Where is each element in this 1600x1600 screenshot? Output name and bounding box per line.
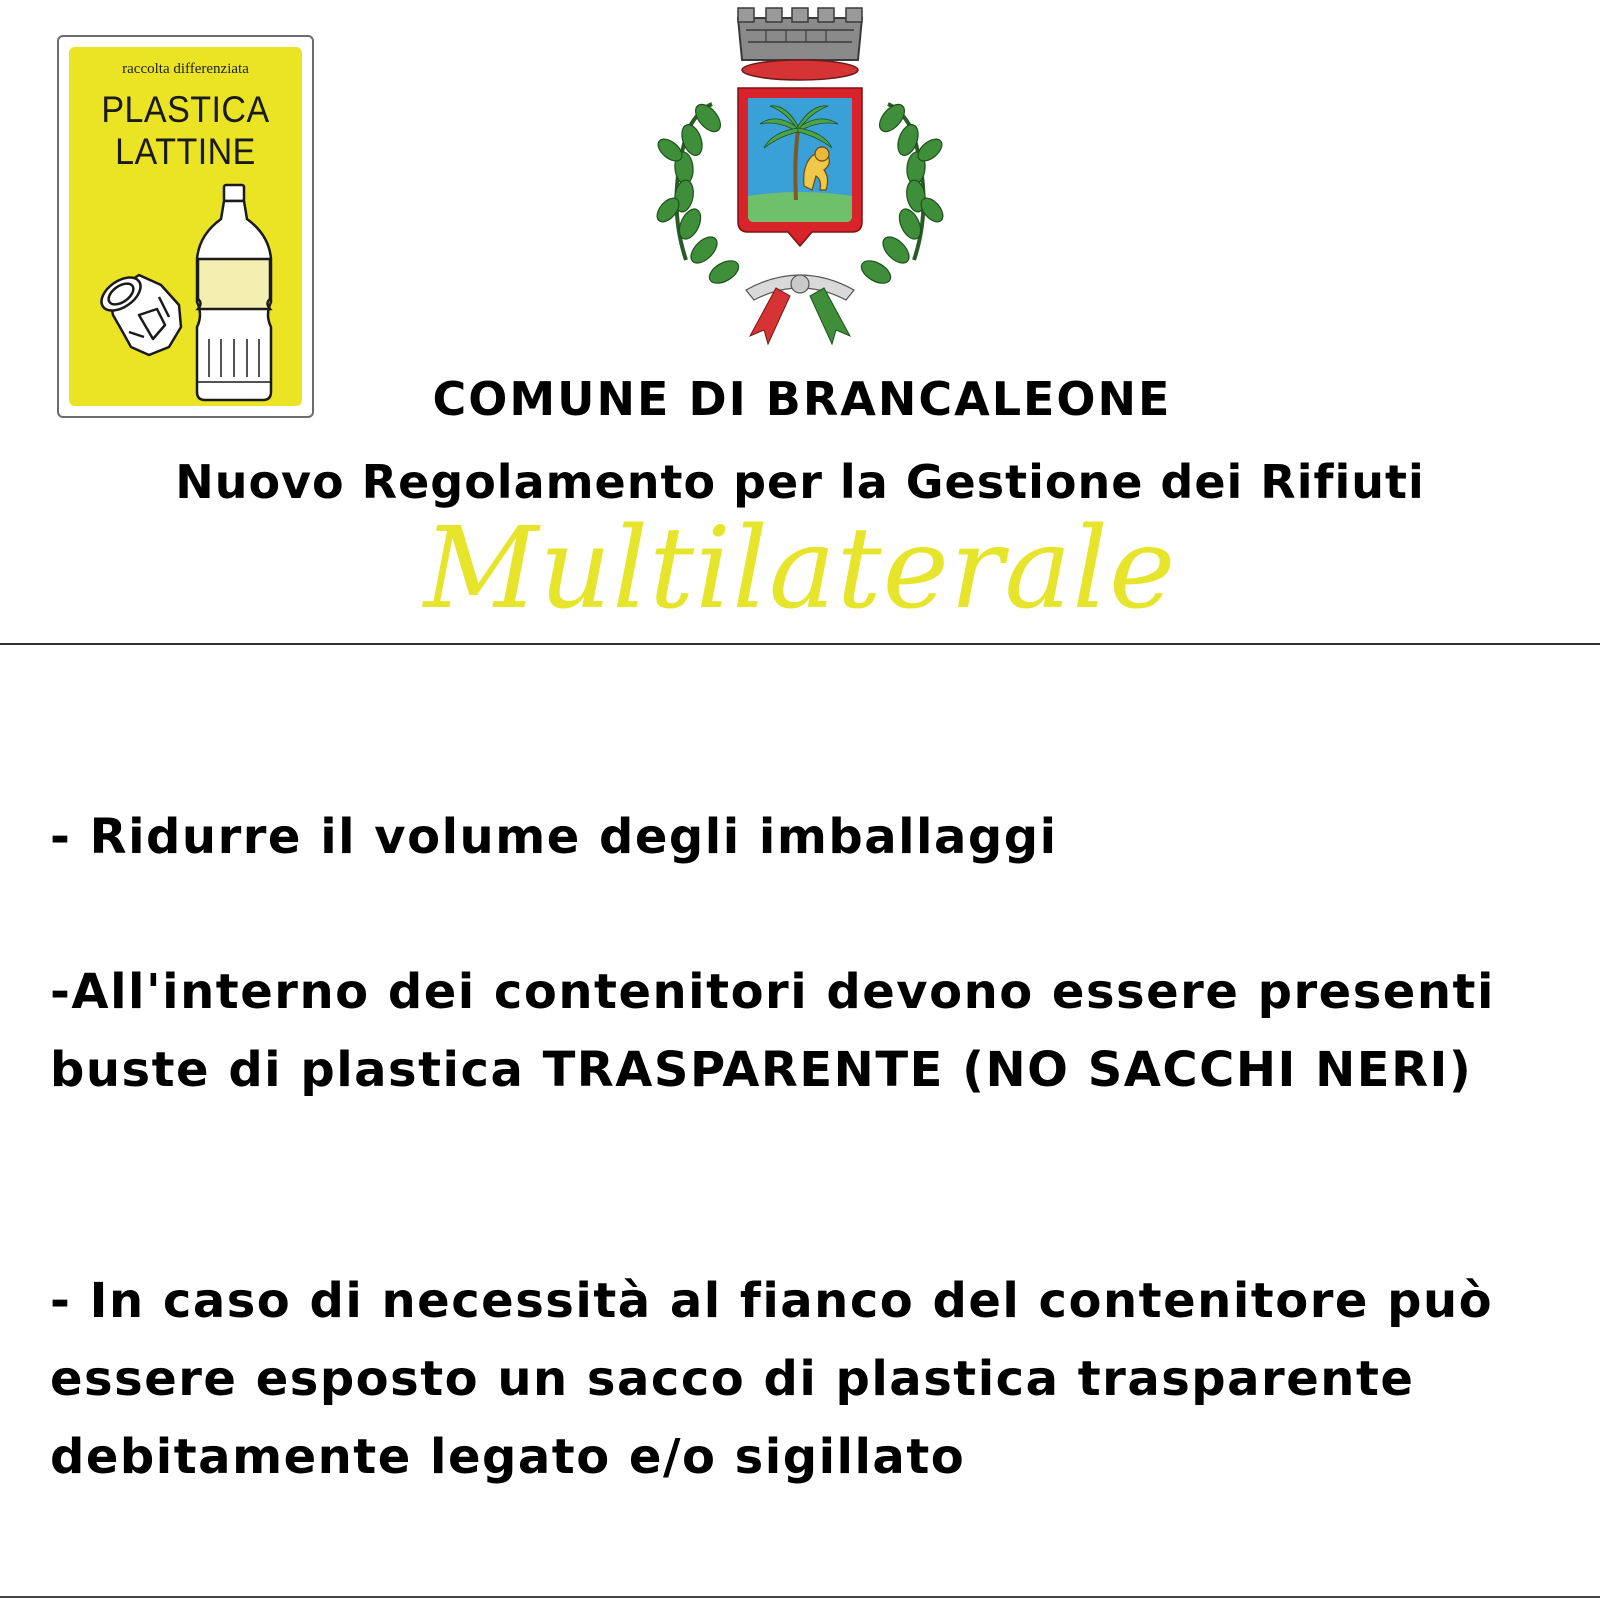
plastic-bottle-icon (197, 185, 271, 400)
crushed-can-icon (96, 271, 181, 355)
rule-item: - In caso di necessità al fianco del contenitore può essere esposto un sacco di plastica trasparente debitamente legato e/o sigillato (50, 1273, 1494, 1485)
recycling-sign (57, 35, 314, 418)
sign-panel (69, 47, 302, 406)
rule-item: -All'interno dei contenitori devono essere presenti buste di plastica TRASPARENTE (NO SACCHI NERI) (50, 964, 1495, 1098)
rule-item: - Ridurre il volume degli imballaggi (50, 809, 1058, 865)
ribbon-icon (746, 275, 854, 344)
sign-title-line2: LATTINE (115, 131, 256, 172)
mural-crown-icon (738, 8, 862, 80)
section-divider (0, 643, 1600, 645)
sign-subtitle: raccolta differenziata (122, 61, 249, 77)
shield-icon (738, 88, 862, 246)
municipality-title: COMUNE DI BRANCALEONE (432, 372, 1172, 426)
sign-illustration (69, 47, 302, 406)
sign-title-line1: PLASTICA (101, 89, 270, 130)
regulation-title: Nuovo Regolamento per la Gestione dei Rifiuti (175, 455, 1425, 509)
bottom-divider (0, 1596, 1600, 1598)
coat-of-arms-icon (626, 0, 974, 348)
material-title: Multilaterale (423, 504, 1177, 634)
